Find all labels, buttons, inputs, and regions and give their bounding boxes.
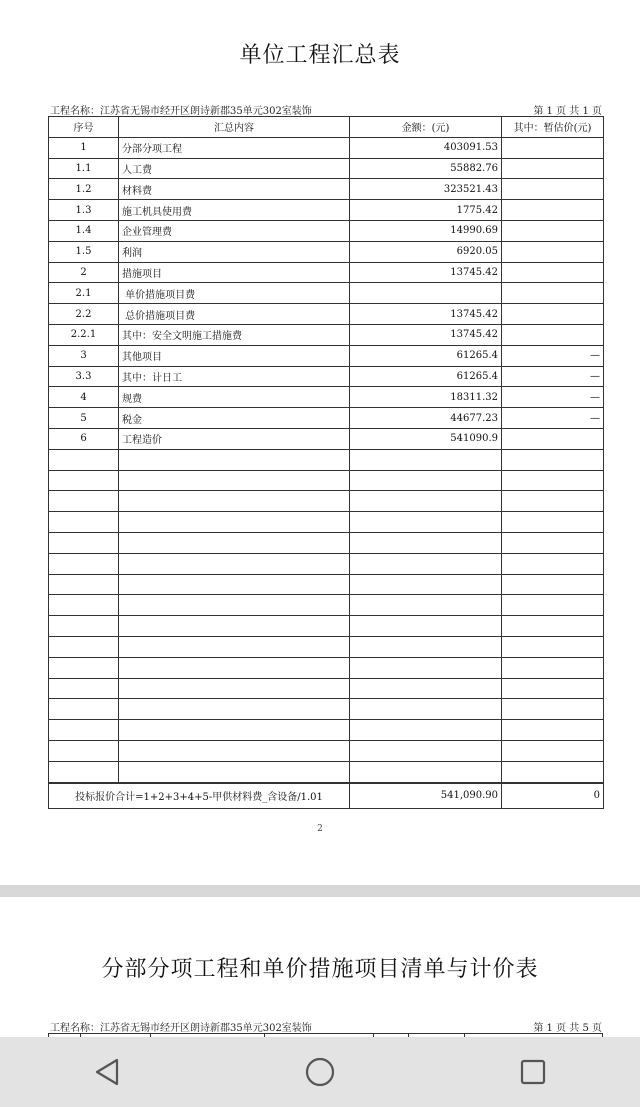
cell-content: 其中：计日工 — [119, 366, 350, 387]
empty-cell — [350, 740, 502, 761]
empty-row — [49, 720, 604, 741]
cell-provisional — [502, 304, 604, 325]
table-row — [49, 408, 604, 429]
empty-cell — [49, 720, 119, 741]
table-row — [49, 200, 604, 221]
empty-cell — [49, 574, 119, 595]
empty-cell — [502, 574, 604, 595]
home-circle-icon — [304, 1056, 336, 1088]
cell-provisional — [502, 158, 604, 179]
table-row — [49, 345, 604, 366]
cell-provisional: — — [502, 408, 604, 429]
empty-cell — [350, 699, 502, 720]
cell-content: 利润 — [119, 241, 350, 262]
empty-row — [49, 657, 604, 678]
empty-cell — [502, 491, 604, 512]
cell-no: 1.2 — [49, 179, 119, 200]
cell-amount: 13745.42 — [350, 324, 502, 345]
header-content: 汇总内容 — [119, 117, 350, 138]
empty-cell — [49, 699, 119, 720]
cell-amount: 14990.69 — [350, 220, 502, 241]
table-row — [49, 428, 604, 449]
home-button[interactable] — [290, 1042, 350, 1102]
cell-provisional: — — [502, 345, 604, 366]
table-row — [49, 387, 604, 408]
cell-amount: 323521.43 — [350, 179, 502, 200]
cell-provisional: — — [502, 387, 604, 408]
empty-cell — [502, 449, 604, 470]
empty-cell — [350, 657, 502, 678]
empty-cell — [502, 512, 604, 533]
page2-title: 分部分项工程和单价措施项目清单与计价表 — [101, 957, 539, 982]
empty-cell — [119, 720, 350, 741]
empty-cell — [49, 636, 119, 657]
empty-cell — [119, 449, 350, 470]
empty-cell — [350, 491, 502, 512]
page2-project-name: 工程名称：江苏省无锡市经开区朗诗新郡35单元302室装饰 — [50, 1023, 312, 1034]
empty-cell — [350, 449, 502, 470]
cell-amount: 1775.42 — [350, 200, 502, 221]
cell-content: 规费 — [119, 387, 350, 408]
cell-amount — [350, 283, 502, 304]
empty-cell — [49, 678, 119, 699]
empty-cell — [49, 595, 119, 616]
cell-no: 5 — [49, 408, 119, 429]
page-info: 第 1 页 共 1 页 — [533, 106, 602, 117]
empty-cell — [49, 657, 119, 678]
table-row — [49, 137, 604, 158]
empty-cell — [49, 491, 119, 512]
empty-cell — [49, 616, 119, 637]
cell-provisional — [502, 200, 604, 221]
empty-cell — [350, 761, 502, 782]
empty-cell — [119, 574, 350, 595]
empty-row — [49, 470, 604, 491]
cell-provisional — [502, 241, 604, 262]
empty-cell — [119, 595, 350, 616]
table-row — [49, 324, 604, 345]
empty-cell — [49, 470, 119, 491]
cell-content: 施工机具使用费 — [119, 200, 350, 221]
cell-no: 1.3 — [49, 200, 119, 221]
cell-content: 企业管理费 — [119, 220, 350, 241]
table-row — [49, 241, 604, 262]
cell-no: 1.4 — [49, 220, 119, 241]
project-name: 工程名称：江苏省无锡市经开区朗诗新郡35单元302室装饰 — [50, 106, 312, 117]
empty-cell — [502, 616, 604, 637]
cell-provisional — [502, 137, 604, 158]
empty-cell — [502, 699, 604, 720]
cell-content: 其中：安全文明施工措施费 — [119, 324, 350, 345]
cell-provisional — [502, 428, 604, 449]
empty-cell — [119, 678, 350, 699]
total-provisional: 0 — [502, 783, 604, 809]
empty-cell — [119, 491, 350, 512]
empty-row — [49, 491, 604, 512]
cell-content: 单价措施项目费 — [119, 283, 350, 304]
empty-cell — [119, 532, 350, 553]
empty-cell — [350, 678, 502, 699]
empty-row — [49, 512, 604, 533]
cell-provisional — [502, 283, 604, 304]
header-no: 序号 — [49, 117, 119, 138]
header-provisional: 其中：暂估价(元) — [502, 117, 604, 138]
empty-cell — [350, 720, 502, 741]
cell-content: 人工费 — [119, 158, 350, 179]
page-title: 单位工程汇总表 — [239, 43, 401, 68]
table-row — [49, 304, 604, 325]
cell-amount: 55882.76 — [350, 158, 502, 179]
cell-content: 材料费 — [119, 179, 350, 200]
empty-row — [49, 761, 604, 782]
empty-row — [49, 449, 604, 470]
empty-cell — [502, 553, 604, 574]
cell-amount: 18311.32 — [350, 387, 502, 408]
cell-provisional — [502, 220, 604, 241]
cell-no: 1 — [49, 137, 119, 158]
empty-cell — [119, 470, 350, 491]
cell-content: 税金 — [119, 408, 350, 429]
back-triangle-icon — [93, 1057, 121, 1087]
cell-no: 3.3 — [49, 366, 119, 387]
table-row — [49, 283, 604, 304]
empty-cell — [502, 470, 604, 491]
empty-cell — [49, 761, 119, 782]
table-header-row — [49, 117, 604, 138]
total-label: 投标报价合计=1+2+3+4+5-甲供材料费_含设备/1.01 — [49, 783, 350, 809]
header-amount: 金额：(元) — [350, 117, 502, 138]
empty-cell — [502, 678, 604, 699]
cell-provisional — [502, 179, 604, 200]
page-number: 2 — [317, 824, 323, 834]
empty-cell — [502, 532, 604, 553]
empty-cell — [119, 699, 350, 720]
empty-cell — [49, 512, 119, 533]
empty-cell — [350, 574, 502, 595]
cell-no: 2.2 — [49, 304, 119, 325]
table-row — [49, 366, 604, 387]
empty-cell — [119, 512, 350, 533]
cell-amount: 13745.42 — [350, 304, 502, 325]
cell-no: 1.1 — [49, 158, 119, 179]
empty-cell — [502, 636, 604, 657]
cell-provisional — [502, 324, 604, 345]
empty-cell — [350, 512, 502, 533]
system-nav-bar — [0, 1037, 640, 1107]
cell-provisional: — — [502, 366, 604, 387]
cell-content: 总价措施项目费 — [119, 304, 350, 325]
cell-amount: 13745.42 — [350, 262, 502, 283]
cell-no: 2.1 — [49, 283, 119, 304]
empty-cell — [502, 740, 604, 761]
cell-amount: 61265.4 — [350, 345, 502, 366]
cell-no: 1.5 — [49, 241, 119, 262]
cell-no: 3 — [49, 345, 119, 366]
empty-cell — [502, 761, 604, 782]
empty-row — [49, 740, 604, 761]
cell-content: 分部分项工程 — [119, 137, 350, 158]
page-divider — [0, 885, 640, 897]
empty-cell — [350, 595, 502, 616]
empty-cell — [350, 532, 502, 553]
cell-no: 6 — [49, 428, 119, 449]
summary-table — [48, 116, 604, 809]
cell-content: 其他项目 — [119, 345, 350, 366]
cell-no: 4 — [49, 387, 119, 408]
empty-cell — [119, 761, 350, 782]
recents-square-icon — [519, 1058, 547, 1086]
recents-button[interactable] — [503, 1042, 563, 1102]
empty-row — [49, 636, 604, 657]
cell-amount: 6920.05 — [350, 241, 502, 262]
empty-cell — [49, 553, 119, 574]
table-row — [49, 262, 604, 283]
empty-cell — [119, 740, 350, 761]
cell-amount: 61265.4 — [350, 366, 502, 387]
empty-row — [49, 678, 604, 699]
empty-row — [49, 553, 604, 574]
page-detail — [0, 897, 640, 1047]
table-row — [49, 179, 604, 200]
empty-cell — [350, 553, 502, 574]
total-amount: 541,090.90 — [350, 783, 502, 809]
table-row — [49, 158, 604, 179]
cell-amount: 541090.9 — [350, 428, 502, 449]
cell-provisional — [502, 262, 604, 283]
empty-row — [49, 532, 604, 553]
empty-cell — [119, 616, 350, 637]
empty-cell — [350, 616, 502, 637]
empty-cell — [350, 636, 502, 657]
total-row — [49, 783, 604, 809]
empty-cell — [119, 657, 350, 678]
cell-amount: 44677.23 — [350, 408, 502, 429]
empty-cell — [119, 553, 350, 574]
empty-cell — [119, 636, 350, 657]
empty-cell — [49, 740, 119, 761]
empty-cell — [502, 657, 604, 678]
table-row — [49, 220, 604, 241]
cell-amount: 403091.53 — [350, 137, 502, 158]
empty-cell — [502, 720, 604, 741]
cell-no: 2 — [49, 262, 119, 283]
empty-cell — [49, 532, 119, 553]
empty-cell — [502, 595, 604, 616]
back-button[interactable] — [77, 1042, 137, 1102]
empty-row — [49, 595, 604, 616]
page2-page-info: 第 1 页 共 5 页 — [533, 1023, 602, 1034]
empty-cell — [49, 449, 119, 470]
empty-row — [49, 616, 604, 637]
empty-row — [49, 574, 604, 595]
cell-content: 工程造价 — [119, 428, 350, 449]
empty-row — [49, 699, 604, 720]
cell-no: 2.2.1 — [49, 324, 119, 345]
cell-content: 措施项目 — [119, 262, 350, 283]
empty-cell — [350, 470, 502, 491]
